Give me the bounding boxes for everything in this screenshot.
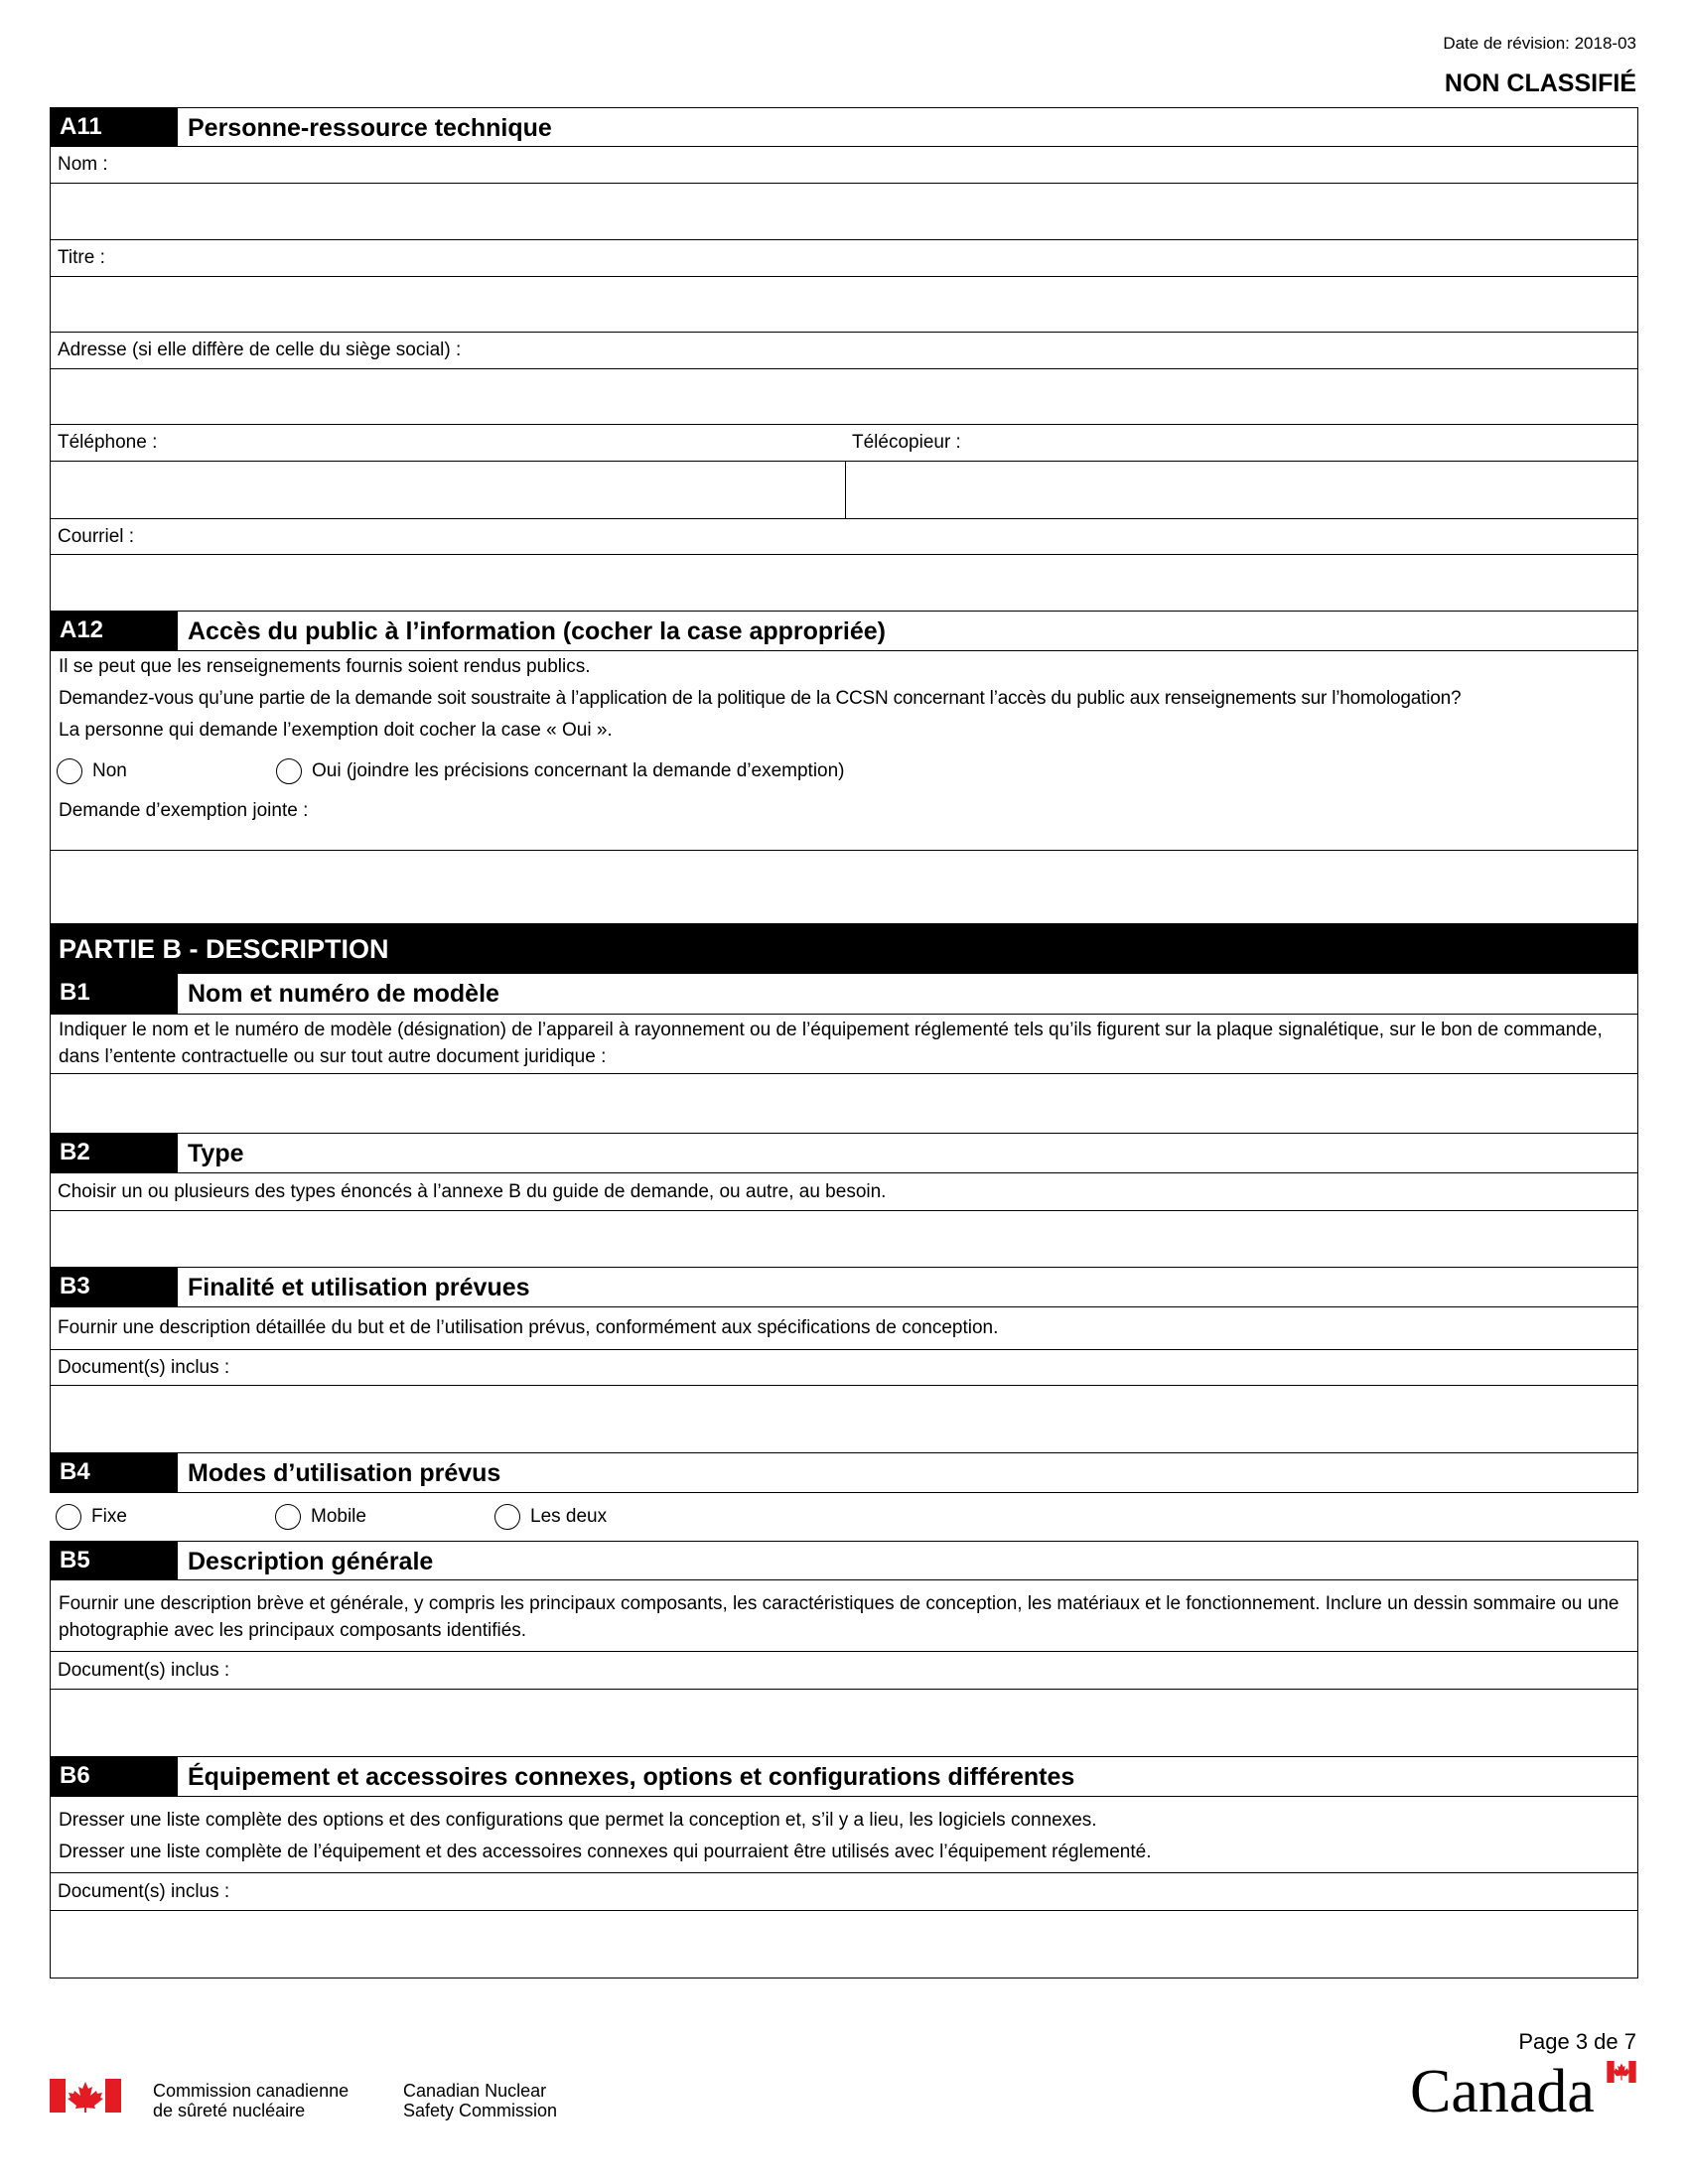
title-label-row	[50, 240, 1638, 277]
b5-docs-label-row	[50, 1652, 1638, 1690]
name-row	[50, 184, 1638, 240]
agency-name-en-line2: Safety Commission	[403, 2101, 558, 2120]
public-access-line3: La personne qui demande l’exemption doit cocher la case « Oui ».	[59, 720, 613, 741]
section-code: B6	[51, 1757, 178, 1796]
agency-name-en-line1: Canadian Nuclear	[403, 2081, 547, 2101]
section-code: B2	[51, 1134, 178, 1172]
name-label-row	[50, 147, 1638, 184]
agency-name-fr-line2: de sûreté nucléaire	[153, 2101, 306, 2120]
title-field[interactable]	[51, 277, 1637, 332]
section-b6-header	[50, 1757, 1638, 1797]
maple-leaf-icon	[68, 2082, 103, 2113]
radio-yes-label: Oui (joindre les précisions concernant la demande d’exemption)	[312, 760, 845, 781]
wordmark-flag-left	[1607, 2061, 1614, 2083]
name-label: Nom :	[58, 154, 108, 175]
section-a12-header	[50, 612, 1638, 651]
wordmark-flag-icon	[1607, 2061, 1636, 2083]
section-title: Personne-ressource technique	[188, 114, 552, 142]
b2-row	[50, 1211, 1638, 1268]
b1-row	[50, 1074, 1638, 1134]
b6-row	[50, 1911, 1638, 1979]
name-field[interactable]	[51, 184, 1637, 239]
radio-both[interactable]	[494, 1504, 607, 1530]
radio-circle-icon	[57, 758, 82, 784]
section-title: Description générale	[188, 1548, 434, 1575]
exemption-attached-label: Demande d’exemption jointe :	[59, 800, 309, 821]
section-code: B5	[51, 1542, 178, 1579]
revision-date: Date de révision: 2018-03	[1443, 34, 1636, 53]
phone-field[interactable]	[51, 462, 845, 518]
b5-docs-label: Document(s) inclus :	[58, 1659, 230, 1681]
email-field[interactable]	[51, 555, 1637, 611]
flag-left-band	[50, 2079, 66, 2113]
b3-row	[50, 1386, 1638, 1453]
address-row	[50, 369, 1638, 425]
radio-circle-icon	[494, 1504, 520, 1530]
application-form	[50, 107, 1638, 1979]
email-row	[50, 555, 1638, 612]
canada-wordmark-text: Canada	[1410, 2058, 1595, 2125]
section-code: B4	[51, 1453, 178, 1492]
section-b4-header	[50, 1453, 1638, 1493]
agency-name-fr-line1: Commission canadienne	[153, 2081, 350, 2101]
b6-docs-field[interactable]	[51, 1911, 1637, 1978]
section-code: B3	[51, 1268, 178, 1306]
page-number: Page 3 de 7	[1518, 2029, 1636, 2054]
exemption-field[interactable]	[51, 851, 1637, 923]
exemption-row	[50, 851, 1638, 924]
fax-field[interactable]	[846, 462, 1637, 518]
classification-label: NON CLASSIFIÉ	[1444, 69, 1636, 97]
b6-instructions-line1: Dresser une liste complète des options et des configurations que permet la conception et, s’il y a lieu, les logiciels connexes.	[59, 1810, 1097, 1831]
phone-label: Téléphone :	[58, 432, 158, 453]
radio-fixed-label: Fixe	[91, 1506, 127, 1527]
b6-docs-label: Document(s) inclus :	[58, 1880, 230, 1902]
b3-docs-label: Document(s) inclus :	[58, 1356, 230, 1378]
wordmark-maple-leaf-icon	[1613, 2063, 1629, 2080]
radio-no[interactable]	[57, 758, 276, 784]
section-b2-header	[50, 1134, 1638, 1173]
section-title: Nom et numéro de modèle	[188, 980, 499, 1008]
radio-circle-icon	[276, 758, 302, 784]
public-access-line1: Il se peut que les renseignements fournis soient rendus publics.	[59, 656, 591, 677]
radio-mobile-label: Mobile	[311, 1506, 366, 1527]
agency-name-en	[403, 2081, 557, 2120]
section-code: B1	[51, 974, 178, 1014]
fax-label: Télécopieur :	[852, 432, 961, 453]
b6-docs-label-row	[50, 1873, 1638, 1911]
b3-docs-field[interactable]	[51, 1386, 1637, 1452]
email-label-row	[50, 519, 1638, 555]
radio-both-label: Les deux	[530, 1506, 608, 1527]
section-code: A12	[51, 612, 178, 650]
section-a11-header	[50, 107, 1638, 147]
phone-fax-row	[50, 462, 1638, 519]
b1-instructions-row	[50, 1015, 1638, 1074]
flag-right-band	[105, 2079, 121, 2113]
title-label: Titre :	[58, 247, 105, 268]
section-b1-header	[50, 974, 1638, 1015]
section-b5-header	[50, 1541, 1638, 1580]
radio-yes[interactable]	[276, 758, 845, 784]
b5-row	[50, 1690, 1638, 1757]
b5-instructions: Fournir une description brève et générale, y compris les principaux composants, les caractéristiques de conception, les matériaux et le fonctionnement. Inclure un dessin sommaire ou une photographie avec les principaux composants identifiés.	[59, 1593, 1619, 1641]
radio-fixed[interactable]	[56, 1504, 275, 1530]
part-b-header: PARTIE B - DESCRIPTION	[50, 924, 1638, 974]
radio-no-label: Non	[92, 760, 127, 781]
email-label: Courriel :	[58, 525, 135, 547]
section-title: Accès du public à l’information (cocher la case appropriée)	[188, 617, 886, 645]
exemption-radio-group	[51, 749, 1637, 784]
radio-circle-icon	[56, 1504, 81, 1530]
title-row	[50, 277, 1638, 333]
address-label: Adresse (si elle diffère de celle du siège social) :	[58, 340, 462, 360]
section-code: A11	[51, 108, 178, 146]
b3-instructions: Fournir une description détaillée du but et de l’utilisation prévus, conformément aux spécifications de conception.	[58, 1317, 999, 1338]
canada-flag-icon	[50, 2079, 121, 2113]
b6-instructions-row	[50, 1797, 1638, 1873]
model-name-field[interactable]	[51, 1074, 1637, 1133]
public-access-block	[50, 651, 1638, 851]
b5-docs-field[interactable]	[51, 1690, 1637, 1756]
section-title: Équipement et accessoires connexes, options et configurations différentes	[188, 1763, 1075, 1791]
section-title: Finalité et utilisation prévues	[188, 1274, 530, 1301]
radio-circle-icon	[275, 1504, 301, 1530]
address-field[interactable]	[51, 369, 1637, 424]
b2-instructions: Choisir un ou plusieurs des types énoncés à l’annexe B du guide de demande, ou autre, au besoin.	[58, 1180, 887, 1202]
canada-wordmark	[1410, 2057, 1638, 2126]
public-access-line2: Demandez-vous qu’une partie de la demande soit soustraite à l’application de la politique de la CCSN concernant l’accès du public aux renseignements sur l’homologation?	[59, 688, 1462, 709]
b2-instructions-row	[50, 1173, 1638, 1211]
section-title: Type	[188, 1140, 244, 1167]
section-title: Modes d’utilisation prévus	[188, 1459, 501, 1487]
agency-name-fr	[153, 2081, 349, 2120]
b5-instructions-row	[50, 1580, 1638, 1652]
radio-mobile[interactable]	[275, 1504, 494, 1530]
usage-mode-radio-group	[50, 1493, 1638, 1541]
b3-instructions-row	[50, 1307, 1638, 1350]
b3-docs-label-row	[50, 1350, 1638, 1386]
section-b3-header	[50, 1268, 1638, 1307]
b1-instructions: Indiquer le nom et le numéro de modèle (désignation) de l’appareil à rayonnement ou de l’équipement réglementé tels qu’ils figurent sur la plaque signalétique, sur le bon de commande, dans l’entente contractuelle ou sur tout autre document juridique :	[59, 1020, 1603, 1067]
address-label-row	[50, 333, 1638, 369]
wordmark-flag-right	[1628, 2061, 1635, 2083]
b6-instructions-line2: Dresser une liste complète de l’équipement et des accessoires connexes qui pourraient être utilisés avec l’équipement réglementé.	[59, 1842, 1152, 1862]
phone-fax-label-row	[50, 425, 1638, 462]
type-field[interactable]	[51, 1211, 1637, 1267]
